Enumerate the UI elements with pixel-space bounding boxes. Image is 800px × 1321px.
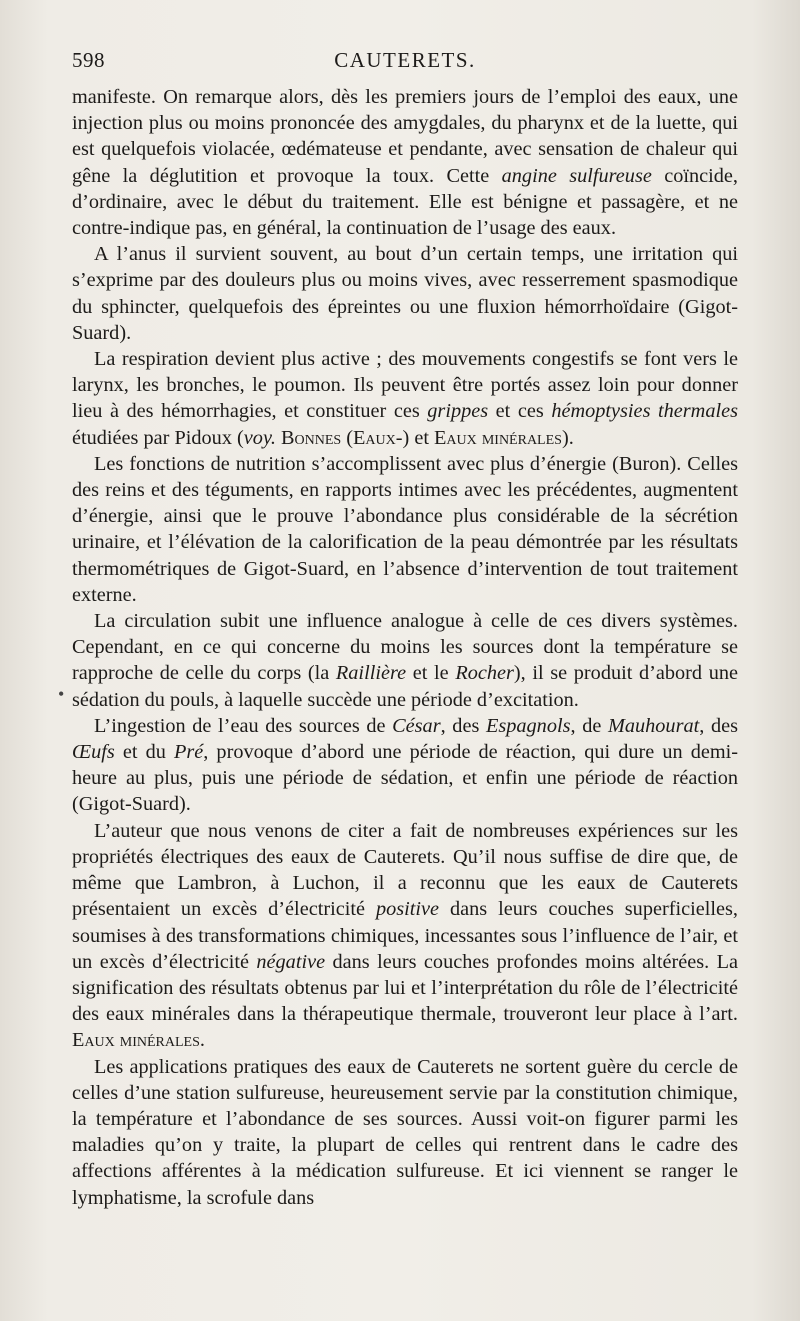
italic-text: hémoptysies thermales xyxy=(551,400,738,423)
italic-text: Raillière xyxy=(335,662,407,685)
paragraph xyxy=(72,451,738,608)
small-caps-text: Eaux minérales. xyxy=(72,1029,205,1052)
page-number: 598 xyxy=(72,48,105,72)
italic-text: négative xyxy=(256,950,326,973)
text-run: L’ingestion de l’eau des sources de xyxy=(94,714,393,737)
paragraph xyxy=(72,84,738,241)
text-run: et ces xyxy=(488,400,552,423)
paragraph xyxy=(72,608,738,713)
text-run: , provoque d’abord une période de réaction, qui dure un demi-heure au plus, puis une période de sédation, et enfin une période de réaction (Gigot-Suard). xyxy=(72,741,738,816)
text-run: Les applications pratiques des eaux de Cauterets ne sortent guère du cercle de celles d’une station sulfureuse, heureusement servie par la constitution chimique, la température et l’abondance de ses sources. Aussi voit-on figurer parmi les maladies qu’on y traite, la plupart de celles qui rentrent dans le cadre des affections afférentes à la médication sulfureuse. Et ici viennent se ranger le lymphatisme, la scrofule dans xyxy=(72,1055,738,1209)
italic-text: Pré xyxy=(173,741,204,764)
running-title: CAUTERETS. xyxy=(334,48,476,72)
italic-text: voy. xyxy=(243,426,276,449)
italic-text: Rocher xyxy=(455,662,514,685)
small-caps-text: Eaux minérales xyxy=(434,426,562,449)
italic-text: angine sulfureuse xyxy=(501,164,652,187)
text-run: étudiées par Pidoux ( xyxy=(72,426,244,449)
text-run: , des xyxy=(699,714,738,737)
small-caps-text: Bonnes xyxy=(280,426,342,449)
text-run: A l’anus il survient souvent, au bout d’un certain temps, une irritation qui s’exprime par des douleurs plus ou moins vives, avec resserrement spasmodique du sphincter, quelquefois des épreintes ou une fluxion hémorrhoïdaire (Gigot-Suard). xyxy=(72,243,738,344)
italic-text: grippes xyxy=(427,400,489,423)
small-caps-text: Eaux xyxy=(353,426,396,449)
text-run: -) et xyxy=(395,426,435,449)
text-run: dans leurs couches superficielles, soumises à des transformations chimiques, incessantes sous l’influence de l’air, et un excès d’électricité xyxy=(72,898,738,973)
margin-mark: • xyxy=(58,684,65,704)
text-run: ). xyxy=(561,426,574,449)
paragraph xyxy=(72,1054,738,1211)
body-text xyxy=(72,84,738,1211)
text-run: dans leurs couches profondes moins altérées. La signification des résultats obtenus par lui et l’interprétation du rôle de l’électricité des eaux minérales dans la thérapeutique thermale, trouveront leur place à l’art. xyxy=(72,950,738,1026)
text-run: La circulation subit une influence analogue à celle de ces divers systèmes. Cependant, en ce qui concerne du moins les sources dont la température se rapproche de celle du corps (la xyxy=(72,610,738,685)
text-run: L’auteur que nous venons de citer a fait de nombreuses expériences sur les propriétés électriques des eaux de Cauterets. Qu’il nous suffise de dire que, de même que Lambron, à Luchon, il a reconnu que les eaux de Cauterets présentaient un excès d’électricité xyxy=(72,819,738,921)
text-run: ), il se produit d’abord une sédation du pouls, à laquelle succède une période d’excitation. xyxy=(72,662,738,711)
text-run: manifeste. On remarque alors, dès les premiers jours de l’emploi des eaux, une injection plus ou moins prononcée des amygdales, du pharynx et de la luette, qui est quelquefois violacée, œdémateuse et pendante, avec sensation de chaleur qui gêne la déglutition et provoque la toux. Cette xyxy=(72,86,738,187)
text-run: La respiration devient plus active ; des mouvements congestifs se font vers le larynx, les bronches, le poumon. Ils peuvent être portés assez loin pour donner lieu à des hémorrhagies, et constituer ces xyxy=(72,348,738,423)
italic-text: César xyxy=(392,714,441,737)
page-header xyxy=(72,48,738,78)
text-run: , des xyxy=(440,714,486,737)
italic-text: positive xyxy=(375,898,440,921)
text-run: Les fonctions de nutrition s’accomplissent avec plus d’énergie (Buron). Celles des reins et des téguments, en rapports intimes avec les précédentes, augmentent d’énergie, ainsi que le prouve l’abondance plus considérable de la sécrétion urinaire, et l’élévation de la calorification de la peau démontrée par les résultats thermométriques de Gigot-Suard, en l’absence d’intervention de tout traitement externe. xyxy=(72,452,738,606)
text-run: coïncide, d’ordinaire, avec le début du traitement. Elle est bénigne et passagère, et ne contre-indique pas, en général, la continuation de l’usage des eaux. xyxy=(72,164,738,240)
paragraph xyxy=(72,241,738,346)
text-run: et du xyxy=(114,741,174,764)
italic-text: Mauhourat xyxy=(607,714,700,737)
italic-text: Œufs xyxy=(72,741,115,764)
paragraph xyxy=(72,713,738,818)
italic-text: Espagnols xyxy=(485,714,571,737)
text-run: , de xyxy=(570,714,608,737)
paragraph xyxy=(72,818,738,1054)
text-run: et le xyxy=(406,662,456,685)
paragraph xyxy=(72,346,738,451)
text-run: ( xyxy=(341,426,354,449)
